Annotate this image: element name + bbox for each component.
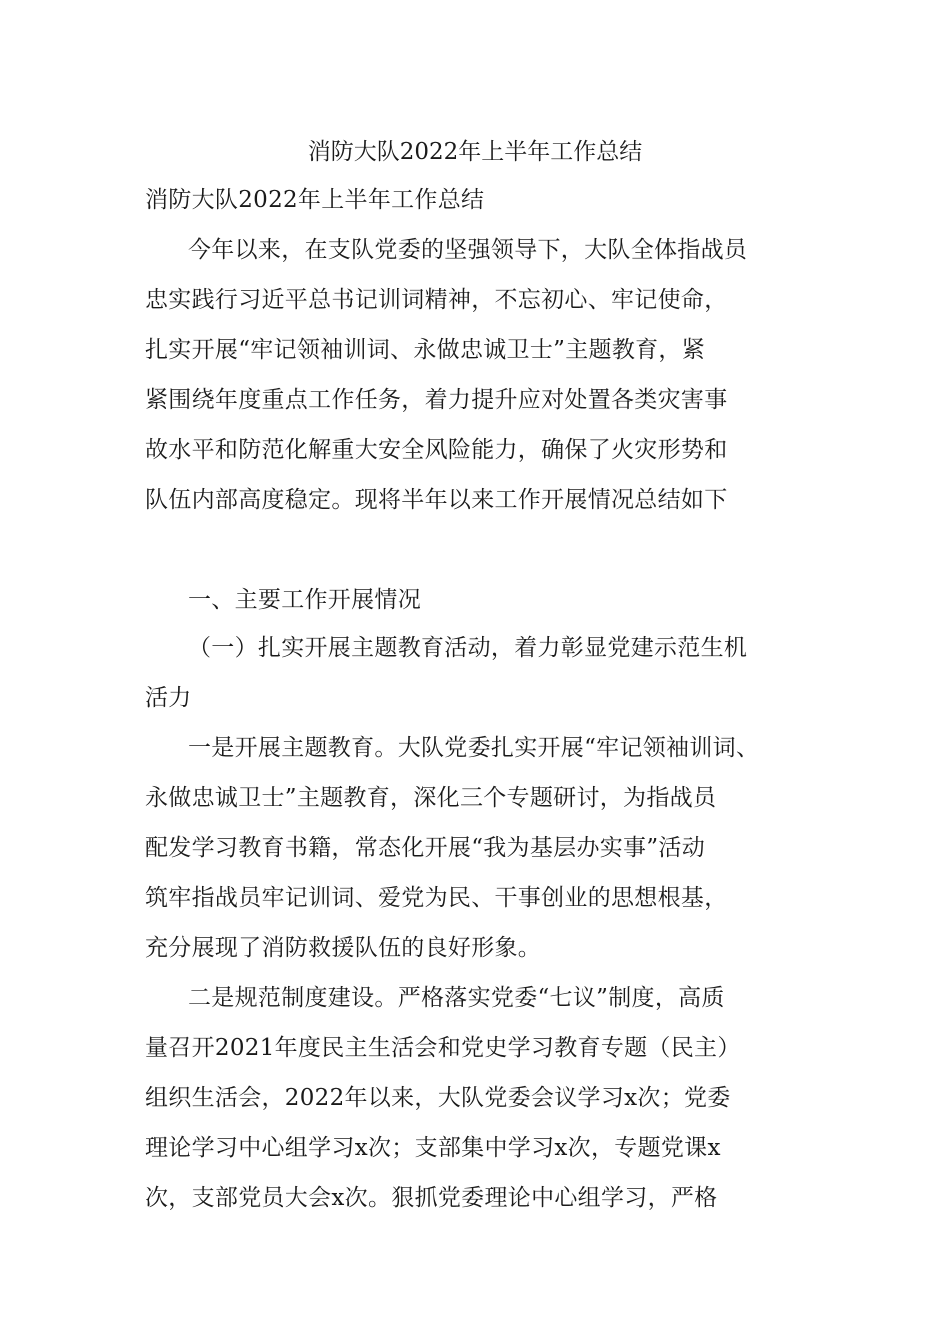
paragraph-line: 配发学习教育书籍，常态化开展“我为基层办实事”活动 (145, 835, 706, 861)
subsection-heading-cont: 活力 (145, 685, 192, 711)
paragraph-line: 忠实践行习近平总书记训词精神，不忘初心、牢记使命， (145, 287, 728, 313)
paragraph-line: 组织生活会，2022年以来，大队党委会议学习x次；党委 (145, 1085, 731, 1111)
paragraph-line: 扎实开展“牢记领袖训词、永做忠诚卫士”主题教育，紧 (145, 337, 706, 363)
paragraph-line: 充分展现了消防救援队伍的良好形象。 (145, 935, 542, 961)
paragraph-line: 故水平和防范化解重大安全风险能力，确保了火灾形势和 (145, 437, 728, 463)
paragraph-line: 永做忠诚卫士”主题教育，深化三个专题研讨，为指战员 (145, 785, 717, 811)
subsection-heading: （一）扎实开展主题教育活动，着力彰显党建示范生机 (188, 635, 748, 661)
section-heading: 一、主要工作开展情况 (188, 587, 421, 613)
paragraph-line: 二是规范制度建设。严格落实党委“七议”制度，高质 (188, 985, 725, 1011)
paragraph-line: 队伍内部高度稳定。现将半年以来工作开展情况总结如下 (145, 487, 728, 513)
subtitle-line: 消防大队2022年上半年工作总结 (145, 187, 485, 213)
paragraph-line: 筑牢指战员牢记训词、爱党为民、干事创业的思想根基， (145, 885, 728, 911)
paragraph-line: 理论学习中心组学习x次；支部集中学习x次，专题党课x (145, 1135, 721, 1161)
paragraph-line: 量召开2021年度民主生活会和党史学习教育专题（民主） (145, 1035, 741, 1061)
paragraph-line: 次，支部党员大会x次。狠抓党委理论中心组学习，严格 (145, 1185, 718, 1211)
paragraph-line: 一是开展主题教育。大队党委扎实开展“牢记领袖训词、 (188, 735, 760, 761)
document-title: 消防大队2022年上半年工作总结 (307, 139, 643, 165)
paragraph-line: 紧围绕年度重点工作任务，着力提升应对处置各类灾害事 (145, 387, 728, 413)
paragraph-line: 今年以来，在支队党委的坚强领导下，大队全体指战员 (188, 237, 748, 263)
